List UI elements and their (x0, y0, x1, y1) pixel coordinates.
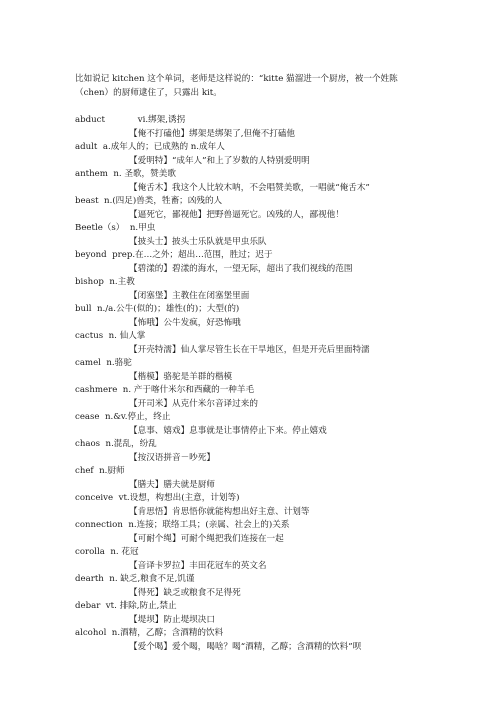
entry-headline (75, 384, 427, 398)
entry-definition: n.(四足)兽类，牲畜；凶残的人 (104, 196, 223, 206)
entry-headline (75, 438, 427, 452)
entry-mnemonic: 【开壳特濡】仙人掌尽管生长在干旱地区，但是开壳后里面特濡 (129, 344, 370, 355)
entry-headline (75, 519, 427, 533)
entry-headline (75, 141, 427, 155)
entry-definition: n.厨师 (99, 466, 125, 476)
entry-mnemonic: 【肯思悟】肯思悟你就能构想出好主意、计划等 (129, 506, 310, 517)
entry-word: bull (75, 304, 92, 314)
entry-definition: prep.在…之外；超出…范围，胜过；迟于 (112, 250, 273, 260)
entry-word: cease (75, 412, 100, 422)
entry-headline (75, 249, 427, 263)
entry-headline (75, 600, 427, 614)
entry-mnemonic: 【怖哦】公牛发疯，好恐怖哦 (129, 317, 241, 328)
entry-definition: n. 缺乏,粮食不足,饥谨 (109, 574, 195, 584)
entry-mnemonic: 【爱个喝】爱个喝，喝啥？喝“酒精，乙醇；含酒精的饮料”呗 (129, 641, 362, 652)
entry-word: alcohol (75, 628, 107, 638)
entry-definition: n.甲虫 (129, 223, 156, 233)
entry-definition: vt. 排除,防止,禁止 (105, 601, 177, 611)
entry-headline (75, 330, 427, 344)
entry-mnemonic: 【开司米】从克什米尔音译过来的 (129, 398, 258, 409)
entry-mnemonic: 【俺不打磕他】绑架是绑架了,但俺不打磕他 (129, 128, 296, 139)
entry-headline (75, 573, 427, 587)
entry-word: abduct (75, 115, 105, 125)
entry-headline (75, 114, 427, 128)
entry-mnemonic: 【俺舌木】我这个人比较木呐，不会唱赞美歌，一唱就“俺舌木” (129, 182, 370, 193)
entry-mnemonic: 【逼死它，鄙视他】把野兽逼死它。凶残的人，鄙视他！ (129, 209, 344, 220)
entry-mnemonic: 【息事、嬉戏】息事就是让事情停止下来。停止嬉戏 (129, 425, 327, 436)
entry-definition: n.混乱，纷乱 (105, 439, 157, 449)
entry-definition: a.成年人的；已成熟的 n.成年人 (102, 142, 225, 152)
entry-mnemonic: 【按汉语拼音－吵死】 (129, 452, 215, 463)
entry-word: adult (75, 142, 98, 152)
entry-word: beyond (75, 250, 107, 260)
entry-definition: n.主教 (109, 277, 135, 287)
entry-definition: vi.绑架,诱拐 (137, 115, 186, 125)
entry-definition: n.&v.停止，终止 (105, 412, 171, 422)
entry-word: bishop (75, 277, 104, 287)
entry-word: corolla (75, 547, 105, 557)
entry-word: Beetle（s） (75, 223, 125, 233)
entry-mnemonic: 【闭塞堡】主教住在闭塞堡里面 (129, 290, 250, 301)
entry-headline (75, 222, 427, 236)
entry-headline (75, 276, 427, 290)
entry-word: debar (75, 601, 101, 611)
entry-word: chaos (75, 439, 101, 449)
entry-mnemonic: 【膳夫】膳夫就是厨师 (129, 479, 215, 490)
entry-headline (75, 546, 427, 560)
intro-paragraph: 比如说记 kitchen 这个单词，老师是这样说的：“kitte 猫溜进一个厨房，被一个姓陈（chen）的厨师逮住了，只露出 kit。 (75, 74, 398, 98)
entry-word: chef (75, 466, 94, 476)
entry-definition: n.酒精，乙醇；含酒精的饮料 (111, 628, 224, 638)
entry-definition: n.骆驼 (106, 358, 132, 368)
entry-headline (75, 357, 427, 371)
entry-word: dearth (75, 574, 104, 584)
entry-mnemonic: 【楷模】骆驼是羊群的楷模 (129, 371, 233, 382)
entry-headline (75, 168, 427, 182)
entry-word: conceive (75, 493, 114, 503)
entry-headline (75, 627, 427, 641)
entry-word: beast (75, 196, 99, 206)
vocabulary-list (75, 114, 427, 654)
entry-mnemonic: 【可耐个绳】可耐个绳把我们连接在一起 (129, 533, 284, 544)
entry-mnemonic: 【音译卡罗拉】丰田花冠车的英文名 (129, 560, 267, 571)
entry-mnemonic: 【堤坝】防止堤坝决口 (129, 614, 215, 625)
entry-headline (75, 303, 427, 317)
entry-word: anthem (75, 169, 108, 179)
entry-mnemonic: 【碧漾的】碧漾的海水，一望无际，超出了我们视线的范围 (129, 263, 353, 274)
entry-mnemonic: 【得死】缺乏或粮食不足得死 (129, 587, 241, 598)
entry-definition: n. 产于喀什米尔和西藏的一种羊毛 (122, 385, 255, 395)
entry-headline (75, 411, 427, 425)
entry-definition: n. 仙人掌 (108, 331, 146, 341)
entry-headline (75, 492, 427, 506)
entry-word: connection (75, 520, 123, 530)
entry-headline (75, 465, 427, 479)
entry-definition: n./a.公牛(似的)；雄性(的)；大型(的) (97, 304, 240, 314)
entry-definition: n. 花冠 (110, 547, 139, 557)
entry-definition: n.连接；联络工具；(亲属、社会上的)关系 (128, 520, 290, 530)
entry-definition: n. 圣歌，赞美歌 (113, 169, 176, 179)
entry-spacer (108, 115, 135, 125)
entry-word: cashmere (75, 385, 118, 395)
entry-mnemonic: 【披头士】披头士乐队就是甲虫乐队 (129, 236, 267, 247)
entry-word: camel (75, 358, 101, 368)
entry-word: cactus (75, 331, 104, 341)
entry-definition: vt.设想，构想出(主意，计划等) (118, 493, 240, 503)
entry-headline (75, 195, 427, 209)
entry-mnemonic: 【爱明特】“成年人”和上了岁数的人特别爱明明 (129, 155, 310, 166)
